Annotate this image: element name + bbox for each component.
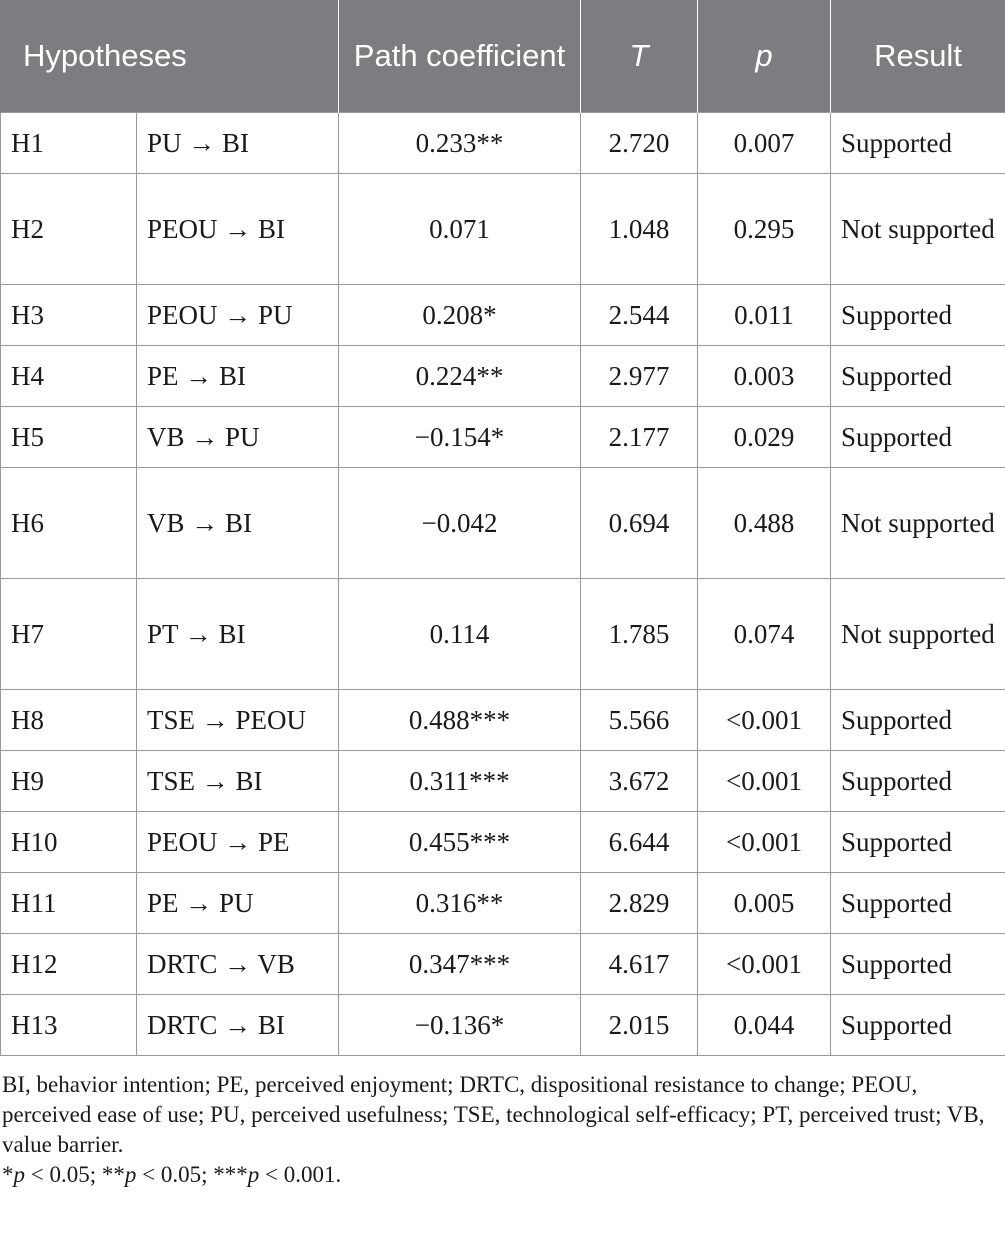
hypothesis-id-cell: H2 <box>1 174 137 285</box>
path-coefficient-cell: 0.347*** <box>339 934 581 995</box>
hypothesis-id-cell: H3 <box>1 285 137 346</box>
path-cell: PEOU → PU <box>137 285 339 346</box>
p-value-cell: <0.001 <box>698 812 831 873</box>
significance-threshold: < 0.05; <box>136 1162 214 1187</box>
table-footnotes <box>0 1056 1005 1190</box>
path-coefficient-cell: 0.311*** <box>339 751 581 812</box>
path-cell: VB → PU <box>137 407 339 468</box>
significance-stars: *** <box>213 1162 248 1187</box>
hypothesis-id-cell: H1 <box>1 113 137 174</box>
t-value-cell: 2.544 <box>581 285 698 346</box>
t-value-cell: 6.644 <box>581 812 698 873</box>
t-value-cell: 2.829 <box>581 873 698 934</box>
result-cell: Supported <box>831 407 1005 468</box>
hypothesis-id-cell: H4 <box>1 346 137 407</box>
p-value-cell: 0.007 <box>698 113 831 174</box>
result-cell: Not supported <box>831 468 1005 579</box>
path-cell: PU → BI <box>137 113 339 174</box>
hypothesis-id-cell: H12 <box>1 934 137 995</box>
result-cell: Supported <box>831 690 1005 751</box>
path-cell: TSE → PEOU <box>137 690 339 751</box>
hypothesis-id-cell: H7 <box>1 579 137 690</box>
path-cell: DRTC → BI <box>137 995 339 1056</box>
path-cell: PE → BI <box>137 346 339 407</box>
table-header-row <box>1 0 1005 113</box>
t-value-cell: 3.672 <box>581 751 698 812</box>
hypothesis-id-cell: H11 <box>1 873 137 934</box>
p-value-cell: 0.044 <box>698 995 831 1056</box>
header-t: T <box>581 0 698 113</box>
t-value-cell: 2.015 <box>581 995 698 1056</box>
significance-p-symbol: p <box>13 1162 25 1187</box>
p-value-cell: 0.029 <box>698 407 831 468</box>
path-cell: PEOU → PE <box>137 812 339 873</box>
significance-p-symbol: p <box>247 1162 260 1187</box>
path-cell: TSE → BI <box>137 751 339 812</box>
p-value-cell: 0.295 <box>698 174 831 285</box>
hypothesis-id-cell: H6 <box>1 468 137 579</box>
table-row <box>1 346 1005 407</box>
significance-threshold: < 0.05; <box>25 1162 102 1187</box>
result-cell: Supported <box>831 934 1005 995</box>
result-cell: Supported <box>831 873 1005 934</box>
path-coefficient-cell: 0.114 <box>339 579 581 690</box>
significance-stars: * <box>2 1162 14 1187</box>
p-value-cell: 0.074 <box>698 579 831 690</box>
significance-note <box>2 1160 1001 1190</box>
result-cell: Supported <box>831 995 1005 1056</box>
path-coefficient-cell: 0.224** <box>339 346 581 407</box>
table-row <box>1 468 1005 579</box>
table-body <box>1 113 1005 1056</box>
result-cell: Not supported <box>831 174 1005 285</box>
result-cell: Supported <box>831 346 1005 407</box>
header-p: p <box>698 0 831 113</box>
t-value-cell: 0.694 <box>581 468 698 579</box>
header-hypotheses: Hypotheses <box>1 0 339 113</box>
t-value-cell: 2.177 <box>581 407 698 468</box>
path-coefficient-cell: 0.071 <box>339 174 581 285</box>
p-value-cell: 0.005 <box>698 873 831 934</box>
table-row <box>1 812 1005 873</box>
p-value-cell: <0.001 <box>698 751 831 812</box>
significance-threshold: < 0.001. <box>259 1162 342 1187</box>
t-value-cell: 2.720 <box>581 113 698 174</box>
result-cell: Supported <box>831 113 1005 174</box>
significance-stars: ** <box>101 1162 125 1187</box>
p-value-cell: 0.011 <box>698 285 831 346</box>
path-coefficient-cell: −0.154* <box>339 407 581 468</box>
path-coefficient-cell: 0.488*** <box>339 690 581 751</box>
p-value-cell: 0.488 <box>698 468 831 579</box>
path-cell: PT → BI <box>137 579 339 690</box>
path-cell: DRTC → VB <box>137 934 339 995</box>
result-cell: Supported <box>831 812 1005 873</box>
table-row <box>1 579 1005 690</box>
table-row <box>1 407 1005 468</box>
t-value-cell: 5.566 <box>581 690 698 751</box>
result-cell: Supported <box>831 285 1005 346</box>
table-row <box>1 995 1005 1056</box>
table-row <box>1 113 1005 174</box>
table-row <box>1 934 1005 995</box>
result-cell: Supported <box>831 751 1005 812</box>
hypothesis-id-cell: H9 <box>1 751 137 812</box>
table-row <box>1 690 1005 751</box>
header-result: Result <box>831 0 1005 113</box>
path-coefficient-cell: 0.316** <box>339 873 581 934</box>
result-cell: Not supported <box>831 579 1005 690</box>
path-coefficient-cell: 0.455*** <box>339 812 581 873</box>
t-value-cell: 1.785 <box>581 579 698 690</box>
t-value-cell: 1.048 <box>581 174 698 285</box>
t-value-cell: 2.977 <box>581 346 698 407</box>
abbreviations-note: BI, behavior intention; PE, perceived enjoyment; DRTC, dispositional resistance to change; PEOU, perceived ease of use; PU, perceived usefulness; TSE, technological self-efficacy; PT, perceived trust; VB, value barrier. <box>2 1072 985 1157</box>
t-value-cell: 4.617 <box>581 934 698 995</box>
path-coefficient-cell: 0.208* <box>339 285 581 346</box>
table-row <box>1 285 1005 346</box>
header-path-coefficient: Path coefficient <box>339 0 581 113</box>
path-coefficient-cell: −0.042 <box>339 468 581 579</box>
hypothesis-id-cell: H8 <box>1 690 137 751</box>
path-coefficient-cell: −0.136* <box>339 995 581 1056</box>
path-cell: VB → BI <box>137 468 339 579</box>
path-coefficient-cell: 0.233** <box>339 113 581 174</box>
p-value-cell: <0.001 <box>698 690 831 751</box>
path-cell: PEOU → BI <box>137 174 339 285</box>
significance-p-symbol: p <box>124 1162 137 1187</box>
table-row <box>1 174 1005 285</box>
hypothesis-id-cell: H5 <box>1 407 137 468</box>
path-cell: PE → PU <box>137 873 339 934</box>
p-value-cell: <0.001 <box>698 934 831 995</box>
hypothesis-id-cell: H13 <box>1 995 137 1056</box>
table-row <box>1 751 1005 812</box>
p-value-cell: 0.003 <box>698 346 831 407</box>
hypothesis-id-cell: H10 <box>1 812 137 873</box>
table-row <box>1 873 1005 934</box>
